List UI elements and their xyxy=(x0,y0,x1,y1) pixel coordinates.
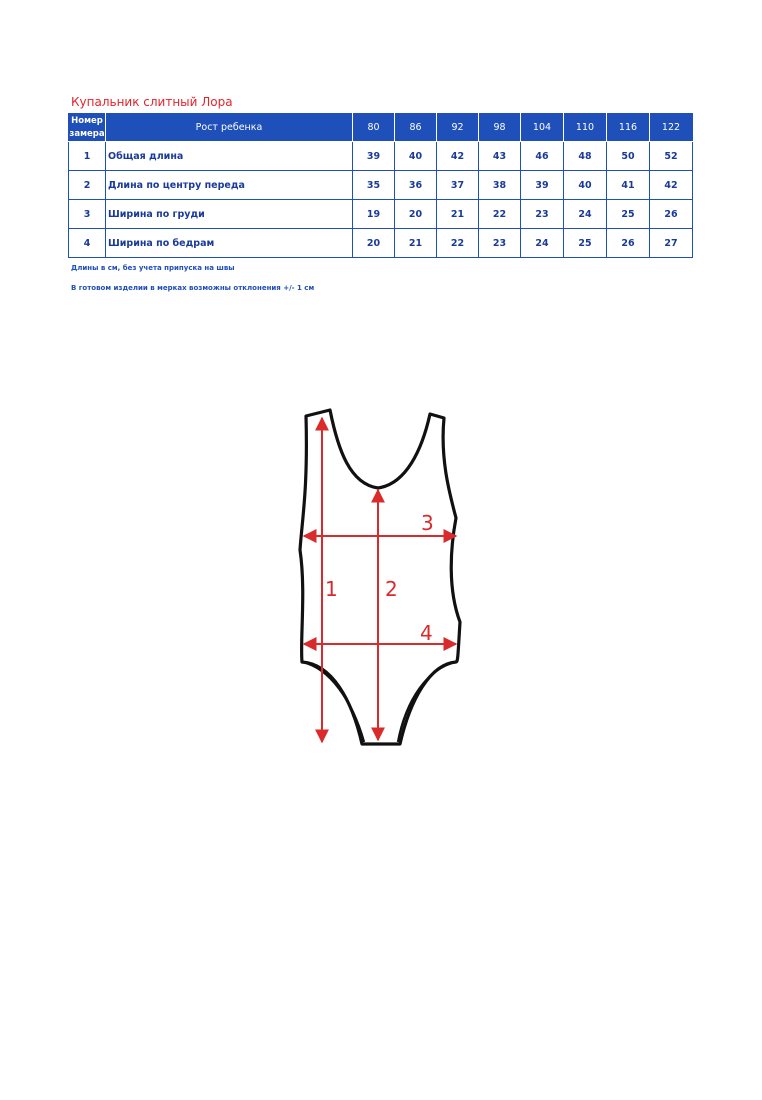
note-units: Длины в см, без учета припуска на швы xyxy=(71,264,235,272)
row-value: 22 xyxy=(479,200,521,229)
row-value: 50 xyxy=(607,142,650,171)
row-value: 25 xyxy=(564,229,607,258)
row-value: 26 xyxy=(607,229,650,258)
row-value: 23 xyxy=(479,229,521,258)
row-value: 41 xyxy=(607,171,650,200)
header-size: 80 xyxy=(353,114,395,142)
header-child-height: Рост ребенка xyxy=(106,114,353,142)
row-value: 37 xyxy=(437,171,479,200)
row-value: 35 xyxy=(353,171,395,200)
row-value: 38 xyxy=(479,171,521,200)
row-value: 19 xyxy=(353,200,395,229)
row-measure-name: Ширина по бедрам xyxy=(106,229,353,258)
table-row xyxy=(69,200,693,229)
row-number: 3 xyxy=(69,200,106,229)
row-measure-name: Ширина по груди xyxy=(106,200,353,229)
measure-label-1: 1 xyxy=(325,577,338,601)
note-tolerance: В готовом изделии в мерках возможны отклонения +/- 1 см xyxy=(71,284,315,292)
row-value: 48 xyxy=(564,142,607,171)
row-number: 4 xyxy=(69,229,106,258)
row-value: 25 xyxy=(607,200,650,229)
swimsuit-outline xyxy=(300,410,460,744)
row-number: 1 xyxy=(69,142,106,171)
measure-label-4: 4 xyxy=(420,621,433,645)
row-measure-name: Общая длина xyxy=(106,142,353,171)
row-value: 20 xyxy=(353,229,395,258)
row-value: 27 xyxy=(650,229,693,258)
header-size: 86 xyxy=(395,114,437,142)
header-size: 110 xyxy=(564,114,607,142)
header-size: 92 xyxy=(437,114,479,142)
row-value: 42 xyxy=(650,171,693,200)
row-value: 40 xyxy=(564,171,607,200)
row-value: 52 xyxy=(650,142,693,171)
table-row xyxy=(69,171,693,200)
row-value: 26 xyxy=(650,200,693,229)
row-number: 2 xyxy=(69,171,106,200)
row-value: 23 xyxy=(521,200,564,229)
row-value: 20 xyxy=(395,200,437,229)
row-value: 46 xyxy=(521,142,564,171)
header-size: 122 xyxy=(650,114,693,142)
page-title: Купальник слитный Лора xyxy=(71,95,233,109)
header-size: 104 xyxy=(521,114,564,142)
header-size: 98 xyxy=(479,114,521,142)
header-size: 116 xyxy=(607,114,650,142)
row-value: 36 xyxy=(395,171,437,200)
row-value: 39 xyxy=(353,142,395,171)
row-value: 43 xyxy=(479,142,521,171)
row-value: 39 xyxy=(521,171,564,200)
row-value: 42 xyxy=(437,142,479,171)
swimsuit-diagram xyxy=(290,400,480,760)
table-header-row xyxy=(69,114,693,142)
table-row xyxy=(69,229,693,258)
table-row xyxy=(69,142,693,171)
row-value: 21 xyxy=(395,229,437,258)
row-value: 21 xyxy=(437,200,479,229)
row-value: 22 xyxy=(437,229,479,258)
size-table xyxy=(68,113,693,258)
row-measure-name: Длина по центру переда xyxy=(106,171,353,200)
header-measure-number: Номер замера xyxy=(69,114,106,142)
row-value: 40 xyxy=(395,142,437,171)
measure-label-2: 2 xyxy=(385,577,398,601)
row-value: 24 xyxy=(521,229,564,258)
measure-label-3: 3 xyxy=(421,511,434,535)
row-value: 24 xyxy=(564,200,607,229)
